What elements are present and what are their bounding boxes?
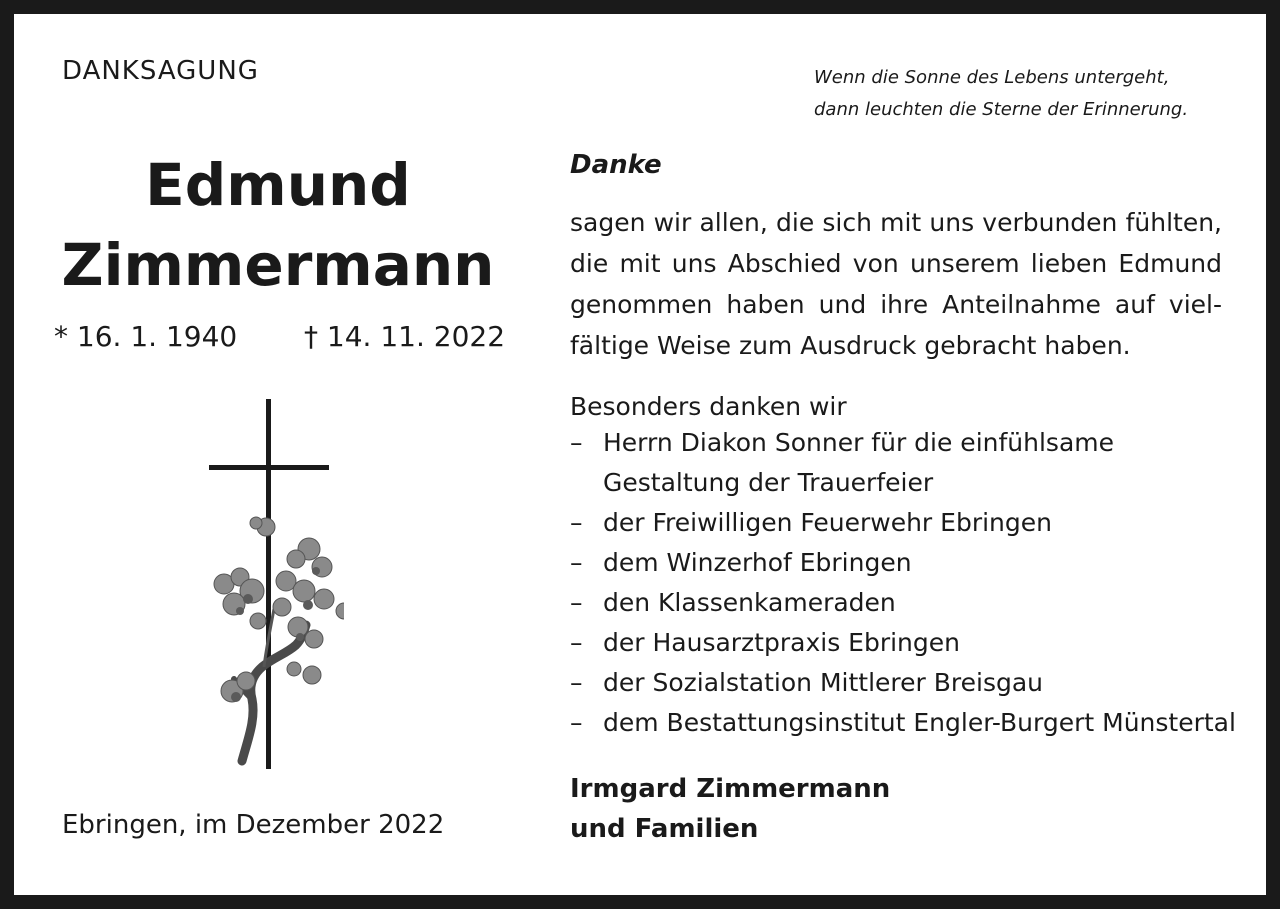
- list-item: [570, 623, 1236, 663]
- list-item-text: dem Bestattungsinstitut Engler-Burgert Münstertal: [603, 708, 1236, 737]
- thanks-paragraph: [570, 202, 1222, 366]
- signature-line-2: und Familien: [570, 814, 759, 844]
- deceased-last-name: Zimmermann: [61, 231, 495, 299]
- deceased-first-name: Edmund: [145, 151, 411, 219]
- list-item-text: der Sozialstation Mittlerer Breisgau: [603, 668, 1044, 697]
- list-item-text: der Hausarztpraxis Ebringen: [603, 628, 960, 657]
- list-item: [570, 703, 1236, 743]
- cross-with-grapevine-icon: [204, 399, 344, 793]
- motto-line-2: dann leuchten die Sterne der Erinnerung.: [814, 99, 1189, 120]
- dash-bullet: –: [570, 708, 583, 737]
- signature-line-1: Irmgard Zimmermann: [570, 774, 891, 804]
- place-and-date: Ebringen, im Dezember 2022: [62, 810, 445, 840]
- dash-bullet: –: [570, 668, 583, 697]
- paragraph-line: sagen wir allen, die sich mit uns verbunden fühlten,: [570, 208, 1222, 237]
- dash-bullet: –: [570, 428, 583, 457]
- list-item: [570, 423, 1236, 503]
- thanks-title: Danke: [570, 150, 662, 180]
- notice-heading: DANKSAGUNG: [62, 56, 259, 86]
- motto-quote: [814, 62, 1188, 126]
- list-item: [570, 503, 1236, 543]
- list-item: [570, 583, 1236, 623]
- signature: [570, 769, 890, 849]
- special-thanks-list: [570, 423, 1236, 743]
- special-thanks-intro: Besonders danken wir: [570, 392, 847, 421]
- birth-date: * 16. 1. 1940: [54, 320, 238, 353]
- list-item-text: der Freiwilligen Feuerwehr Ebringen: [603, 508, 1052, 537]
- list-item: [570, 543, 1236, 583]
- list-item: [570, 663, 1236, 703]
- dash-bullet: –: [570, 588, 583, 617]
- list-item-text: Gestaltung der Trauerfeier: [603, 468, 934, 497]
- paragraph-line: fältige Weise zum Ausdruck gebracht haben.: [570, 331, 1131, 360]
- list-item-text: dem Winzerhof Ebringen: [603, 548, 912, 577]
- obituary-card: [14, 14, 1266, 895]
- death-date: † 14. 11. 2022: [304, 320, 506, 353]
- dash-bullet: –: [570, 628, 583, 657]
- list-item-text: den Klassenkameraden: [603, 588, 896, 617]
- paragraph-line: die mit uns Abschied von unserem lieben Edmund: [570, 249, 1222, 278]
- paragraph-line: genommen haben und ihre Anteilnahme auf viel-: [570, 290, 1222, 319]
- dash-bullet: –: [570, 508, 583, 537]
- motto-line-1: Wenn die Sonne des Lebens untergeht,: [814, 67, 1170, 88]
- list-item-text: Herrn Diakon Sonner für die einfühlsame: [603, 428, 1114, 457]
- dash-bullet: –: [570, 548, 583, 577]
